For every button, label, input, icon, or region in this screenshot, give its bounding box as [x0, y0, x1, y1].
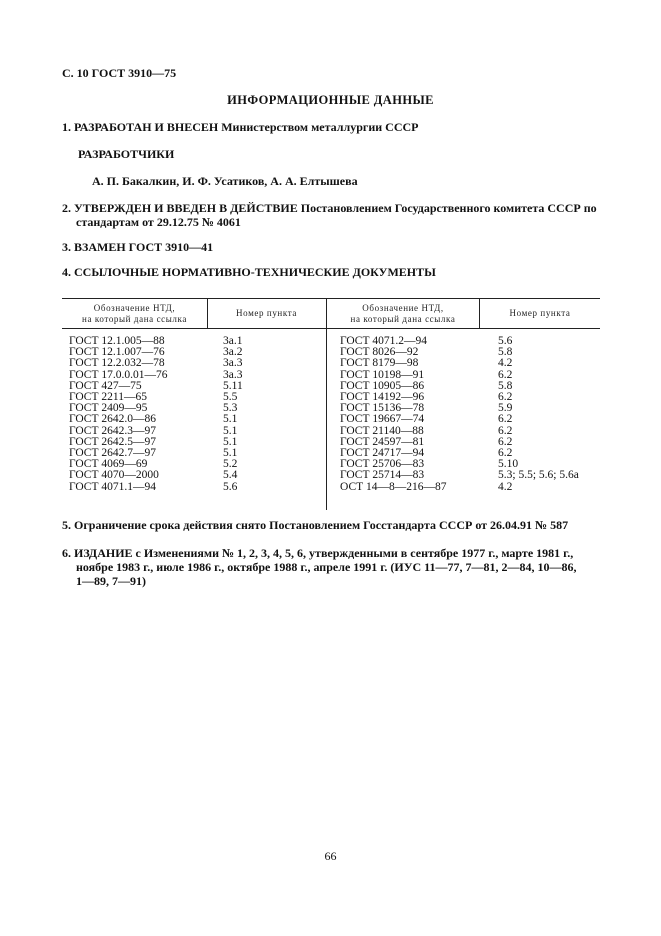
table-cell: 5.10	[498, 458, 519, 471]
table-cell: ГОСТ 12.1.005—88	[69, 335, 165, 347]
right-docs-column	[340, 336, 447, 493]
table-cell: 6.2	[498, 368, 513, 381]
table-cell: 5.1	[223, 424, 238, 437]
item-5-text: Ограничение срока действия снято Постановлением Госстандарта СССР от 26.04.91 № 587	[74, 518, 569, 532]
table-cell: 3а.3	[223, 357, 243, 370]
header-item-right: Номер пункта	[509, 308, 571, 318]
item-2	[62, 201, 597, 215]
item-4-number: 4.	[62, 265, 71, 279]
table-cell: 4.2	[498, 357, 513, 370]
table-cell: 5.2	[223, 458, 238, 471]
table-cell: ГОСТ 10905—86	[340, 379, 425, 392]
table-cell: 6.2	[498, 424, 513, 437]
table-body	[62, 336, 600, 510]
table-cell: ГОСТ 4069—69	[69, 458, 148, 471]
item-6	[62, 546, 573, 560]
table-cell: ГОСТ 21140—88	[340, 424, 424, 437]
table-cell: 5.1	[223, 435, 238, 448]
item-5	[62, 518, 568, 532]
item-1-number: 1.	[62, 120, 71, 134]
left-items-column	[223, 336, 243, 493]
table-cell: 3а.1	[223, 335, 243, 347]
page-header: С. 10 ГОСТ 3910—75	[62, 66, 177, 80]
table-cell: 6.2	[498, 413, 513, 426]
table-cell: 5.5	[223, 391, 238, 404]
table-cell: 5.6	[498, 335, 513, 347]
table-header-rule	[62, 328, 600, 329]
table-cell: 3а.3	[223, 368, 243, 381]
header-ntd-line2: на который дана ссылка	[350, 314, 456, 324]
table-cell: 6.2	[498, 391, 513, 404]
references-table	[62, 298, 600, 510]
table-cell: 5.9	[498, 402, 513, 415]
developers-names: А. П. Бакалкин, И. Ф. Усатиков, А. А. Елтышева	[92, 174, 358, 188]
page-title: ИНФОРМАЦИОННЫЕ ДАННЫЕ	[227, 93, 434, 107]
table-cell: 5.4	[223, 469, 238, 482]
table-cell: ГОСТ 10198—91	[340, 368, 425, 381]
table-cell: ГОСТ 17.0.0.01—76	[69, 368, 168, 381]
table-cell: 6.2	[498, 435, 513, 448]
header-ntd-right	[327, 303, 479, 325]
item-4-heading: ССЫЛОЧНЫЕ НОРМАТИВНО-ТЕХНИЧЕСКИЕ ДОКУМЕНТЫ	[74, 265, 436, 279]
table-cell: ГОСТ 24597—81	[340, 435, 425, 448]
table-cell: ГОСТ 4071.2—94	[340, 335, 428, 347]
right-items-column	[498, 336, 579, 493]
table-cell: ГОСТ 4070—2000	[69, 469, 159, 482]
table-cell: ГОСТ 2642.5—97	[69, 435, 157, 448]
table-cell: ГОСТ 2409—95	[69, 402, 148, 415]
item-1-text: Министерством металлургии СССР	[221, 120, 419, 134]
table-cell: ГОСТ 24717—94	[340, 447, 425, 460]
item-6-text: с Изменениями № 1, 2, 3, 4, 5, 6, утвержденными в сентябре 1977 г., марте 1981 г.,	[135, 546, 574, 560]
table-cell: ГОСТ 19667—74	[340, 413, 425, 426]
table-cell: 5.1	[223, 413, 238, 426]
developers-label: РАЗРАБОТЧИКИ	[78, 147, 175, 161]
table-cell: ГОСТ 427—75	[69, 379, 142, 392]
table-cell: ГОСТ 2211—65	[69, 391, 147, 404]
item-2-heading: УТВЕРЖДЕН И ВВЕДЕН В ДЕЙСТВИЕ	[74, 201, 298, 215]
item-4	[62, 265, 436, 279]
item-1	[62, 120, 418, 134]
table-cell: 5.8	[498, 379, 513, 392]
table-cell: ГОСТ 15136—78	[340, 402, 425, 415]
table-cell: ГОСТ 12.2.032—78	[69, 357, 165, 370]
item-3	[62, 240, 213, 254]
table-top-rule	[62, 298, 600, 299]
table-cell: 6.2	[498, 447, 513, 460]
left-docs-column	[69, 336, 168, 493]
item-2-text-cont: стандартам от 29.12.75 № 4061	[76, 215, 241, 229]
header-item-left: Номер пункта	[236, 308, 297, 318]
header-ntd-line2: на который дана ссылка	[82, 314, 187, 324]
item-6-text-cont: ноябре 1983 г., июле 1986 г., октябре 1988 г., апреле 1991 г. (ИУС 11—77, 7—81, 2—84, 10—86,	[76, 560, 577, 574]
table-cell: 3а.2	[223, 346, 243, 359]
table-cell: ГОСТ 2642.3—97	[69, 424, 157, 437]
table-cell: ГОСТ 2642.0—86	[69, 413, 157, 426]
table-cell: ОСТ 14—8—216—87	[340, 480, 447, 493]
table-cell: 5.3; 5.5; 5.6; 5.6а	[498, 469, 579, 482]
item-3-number: 3.	[62, 240, 71, 254]
page-number: 66	[324, 849, 337, 863]
header-ntd-line1: Обозначение НТД,	[362, 303, 444, 313]
header-ntd-left	[62, 303, 207, 325]
item-6-text-cont-2: 1—89, 7—91)	[76, 574, 146, 588]
table-cell: 5.3	[223, 402, 238, 415]
item-2-number: 2.	[62, 201, 71, 215]
table-cell: 4.2	[498, 480, 513, 493]
table-cell: 5.1	[223, 447, 238, 460]
item-3-heading: ВЗАМЕН ГОСТ 3910—41	[74, 240, 214, 254]
table-cell: ГОСТ 14192—96	[340, 391, 425, 404]
table-cell: ГОСТ 4071.1—94	[69, 480, 157, 493]
table-cell: ГОСТ 12.1.007—76	[69, 346, 165, 359]
table-cell: ГОСТ 8179—98	[340, 357, 419, 370]
table-cell: ГОСТ 25714—83	[340, 469, 425, 482]
table-cell: 5.11	[223, 379, 243, 392]
table-cell: 5.6	[223, 480, 238, 493]
table-cell: ГОСТ 2642.7—97	[69, 447, 157, 460]
item-6-heading: ИЗДАНИЕ	[74, 546, 133, 560]
item-5-number: 5.	[62, 518, 71, 532]
header-ntd-line1: Обозначение НТД,	[93, 303, 176, 313]
table-cell: ГОСТ 25706—83	[340, 458, 425, 471]
item-6-number: 6.	[62, 546, 71, 560]
table-cell: ГОСТ 8026—92	[340, 346, 419, 359]
table-cell: 5.8	[498, 346, 513, 359]
item-1-heading: РАЗРАБОТАН И ВНЕСЕН	[74, 120, 219, 134]
item-2-text: Постановлением Государственного комитета СССР по	[300, 201, 597, 215]
